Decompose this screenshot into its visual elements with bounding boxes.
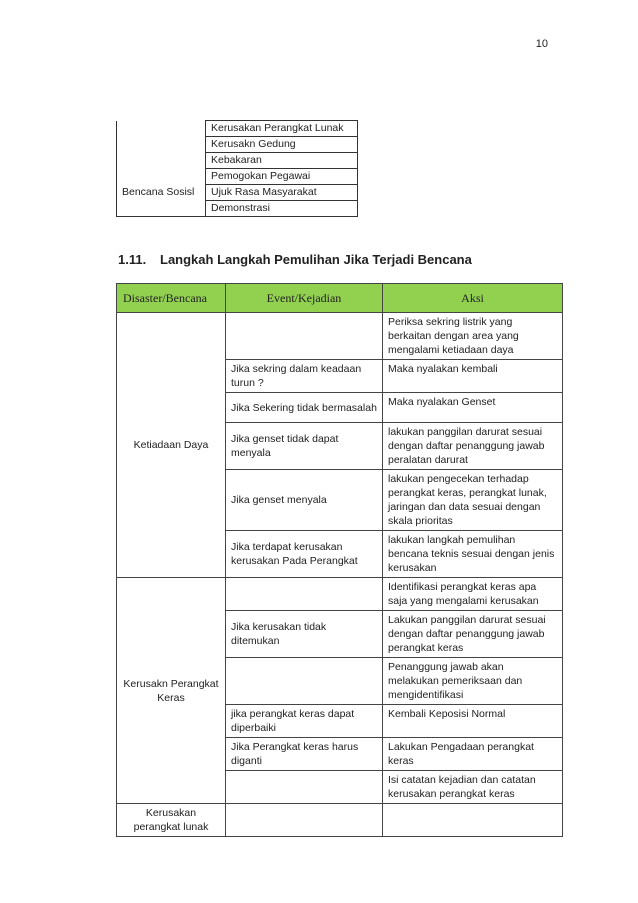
continued-disaster-table [116,120,358,217]
event-cell: Jika kerusakan tidak ditemukan [226,611,383,658]
action-cell: Maka nyalakan Genset [383,393,563,423]
action-cell: Lakukan Pengadaan perangkat keras [383,738,563,771]
table-row [117,578,563,611]
action-cell: Lakukan panggilan darurat sesuai dengan daftar penanggung jawab perangkat keras [383,611,563,658]
table-cell: Kerusakan Perangkat Lunak [206,121,358,137]
page-number: 10 [535,38,548,50]
category-cell [117,169,206,185]
action-cell: lakukan panggilan darurat sesuai dengan daftar penanggung jawab peralatan darurat [383,423,563,470]
table-body [117,313,563,837]
section-heading [118,252,472,267]
table-cell: Kerusakn Gedung [206,137,358,153]
category-cell [117,153,206,169]
disaster-cell: Ketiadaan Daya [117,313,226,578]
header-action: Aksi [383,284,563,313]
event-cell [226,771,383,804]
table-row [117,313,563,360]
action-cell: Periksa sekring listrik yang berkaitan dengan area yang mengalami ketiadaan daya [383,313,563,360]
event-cell: Jika sekring dalam keadaan turun ? [226,360,383,393]
action-cell: Penanggung jawab akan melakukan pemeriksaan dan mengidentifikasi [383,658,563,705]
action-cell: lakukan langkah pemulihan bencana teknis sesuai dengan jenis kerusakan [383,531,563,578]
event-cell [226,658,383,705]
action-cell: lakukan pengecekan terhadap perangkat keras, perangkat lunak, jaringan dan data sesuai dengan skala prioritas [383,470,563,531]
category-label: Bencana Sosisl [117,185,206,201]
event-cell [226,578,383,611]
category-cell [117,121,206,137]
action-cell: Kembali Keposisi Normal [383,705,563,738]
section-title: Langkah Langkah Pemulihan Jika Terjadi Bencana [160,252,472,267]
disaster-cell: Kerusakan perangkat lunak [117,804,226,837]
table-row [117,804,563,837]
event-cell: Jika terdapat kerusakan kerusakan Pada Perangkat [226,531,383,578]
table-header-row [117,284,563,313]
category-cell [117,201,206,217]
table-cell: Demonstrasi [206,201,358,217]
event-cell: Jika genset tidak dapat menyala [226,423,383,470]
recovery-steps-table [116,283,563,837]
action-cell: Isi catatan kejadian dan catatan kerusakan perangkat keras [383,771,563,804]
event-cell: Jika Perangkat keras harus diganti [226,738,383,771]
event-cell: Jika Sekering tidak bermasalah [226,393,383,423]
header-disaster: Disaster/Bencana [117,284,226,313]
table-cell: Ujuk Rasa Masyarakat [206,185,358,201]
action-cell: Identifikasi perangkat keras apa saja yang mengalami kerusakan [383,578,563,611]
table-cell: Pemogokan Pegawai [206,169,358,185]
category-cell [117,137,206,153]
action-cell: Maka nyalakan kembali [383,360,563,393]
event-cell [226,804,383,837]
action-cell [383,804,563,837]
event-cell [226,313,383,360]
table-cell: Kebakaran [206,153,358,169]
header-event: Event/Kejadian [226,284,383,313]
event-cell: Jika genset menyala [226,470,383,531]
event-cell: jika perangkat keras dapat diperbaiki [226,705,383,738]
section-number: 1.11. [118,252,147,267]
disaster-cell: Kerusakn Perangkat Keras [117,578,226,804]
